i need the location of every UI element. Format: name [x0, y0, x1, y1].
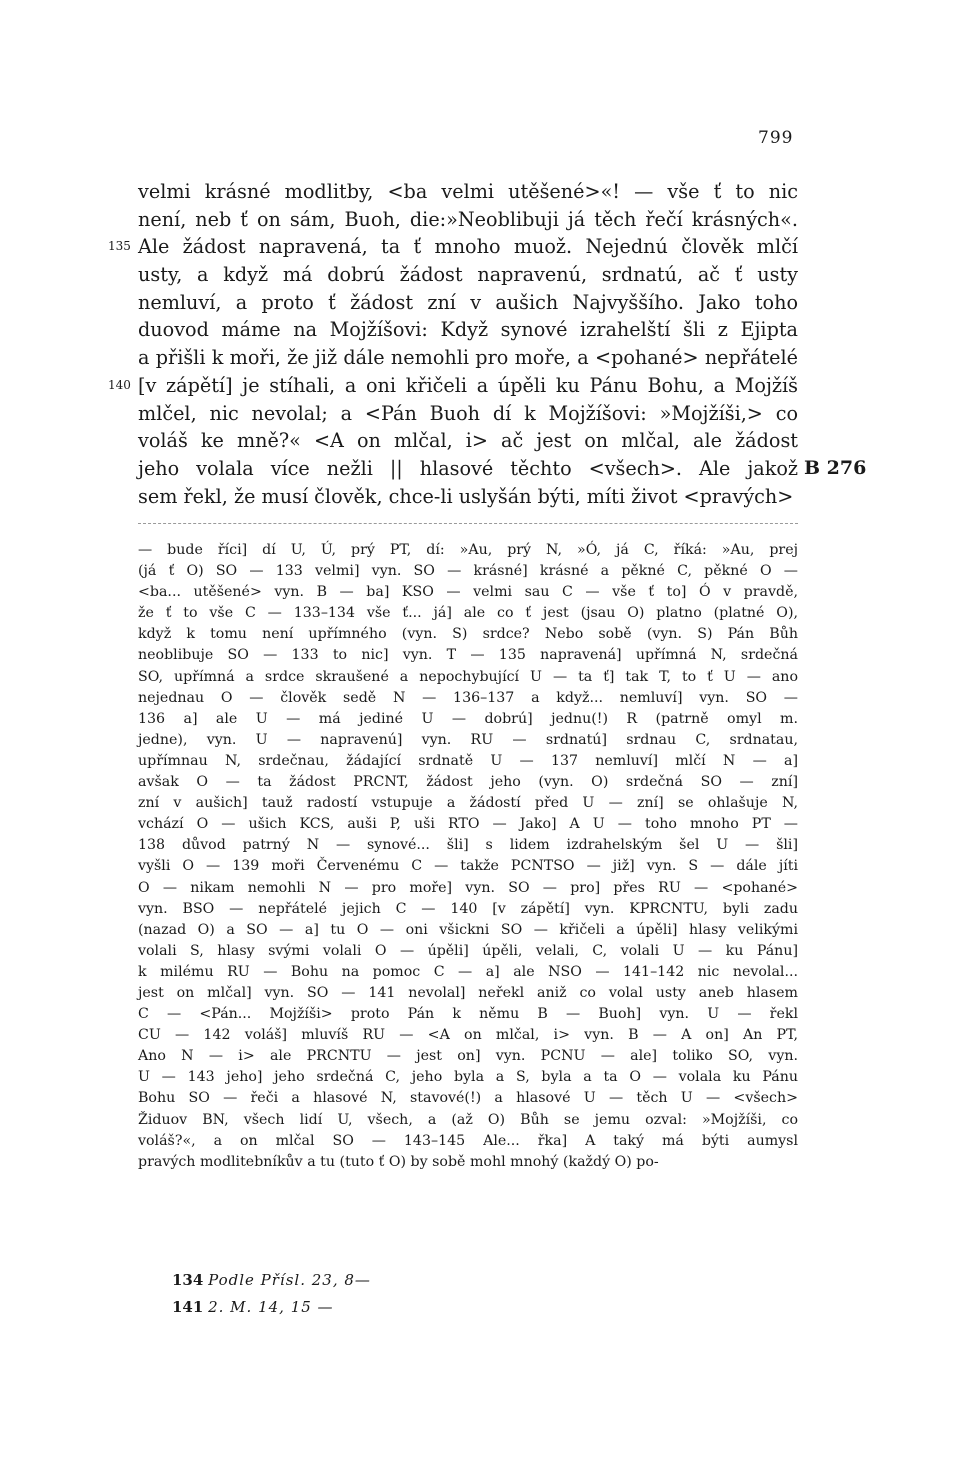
apparatus-line: jest on mlčal] vyn. SO — 141 nevolal] neřekl aniž co volal usty aneb hlasem — [138, 984, 798, 1001]
page-number: 799 — [758, 128, 794, 148]
main-line — [138, 400, 798, 428]
apparatus-line: volali S, hlasy svými volali O — úpěli] úpěli, velali, C, volali U — ku Pánu] — [138, 942, 798, 959]
apparatus-line: neoblibuje SO — 133 to nic] vyn. T — 135 napravená] upřímná N, srdečná — [138, 647, 798, 664]
main-line-text: Ale žádost napravená, ta ť mnoho muož. Nejednú člověk mlčí — [138, 235, 798, 259]
critical-apparatus — [138, 540, 798, 1173]
apparatus-line: vyn. BSO — nepřátelé jejich C — 140 [v zápětí] vyn. KPRCNTU, byli zadu — [138, 900, 798, 917]
apparatus-line: vyšli O — 139 moři Červenému C — takže PCNTSO — již] vyn. S — dále jíti — [138, 858, 798, 875]
main-line-text: velmi krásné modlitby, <ba velmi utěšené>«! — vše ť to nic — [138, 180, 798, 203]
note-reference: Podle Přísl. 23, 8— — [208, 1271, 371, 1289]
main-line-text: [v zápětí] je stíhali, a oni křičeli a úpěli ku Pánu Bohu, a Mojžíš — [138, 373, 798, 397]
note-number: 134 — [172, 1271, 204, 1289]
apparatus-line: když k tomu není upřímného (vyn. S) srdce? Nebo sobě (vyn. S) Pán Bůh — [138, 626, 798, 643]
apparatus-line: SO, upřímná a srdce skraušené a nepochybující U — ta ť] tak T, to ť U — ano — [138, 668, 798, 685]
main-line-text: není, neb ť on sám, Buoh, die:»Neoblibuji já těch řečí krásných«. — [138, 207, 798, 231]
apparatus-line: Ano N — i> ale PRCNTU — jest on] vyn. PCNU — ale] toliko SO, vyn. — [138, 1048, 798, 1065]
main-line-text: duovod máme na Mojžíšovi: Když synové izrahelští šli z Ejipta — [138, 318, 798, 342]
main-line — [138, 261, 798, 289]
apparatus-line: <ba... utěšené> vyn. B — ba] KSO — velmi sau C — vše ť to] Ó v pravdě, — [138, 584, 798, 601]
apparatus-line: pravých modlitebníkův a tu (tuto ť O) by sobě mohl mnohý (každý O) po- — [138, 1153, 659, 1170]
main-line — [108, 233, 798, 261]
apparatus-line: upřímnau N, srdečnau, žádající srdnatě U — 137 nemluví] mlčí N — a] — [138, 752, 798, 769]
main-line — [138, 178, 798, 206]
apparatus-line: vchází O — ušich KCS, auši P, uši RTO — Jako] A U — toho mnoho PT — — [138, 816, 798, 833]
apparatus-line: avšak O — ta žádost PRCNT, žádost jeho (vyn. O) srdečná SO — zní] — [138, 774, 798, 791]
apparatus-line: — bude říci] dí U, Ú, prý PT, dí: »Au, prý N, »Ó, já C, říká: »Au, prej — [138, 542, 798, 558]
apparatus-line: k milému RU — Bohu na pomoc C — a] ale NSO — 141–142 nic nevolal... — [138, 963, 798, 980]
margin-reference: B 276 — [804, 456, 867, 479]
main-line — [138, 316, 798, 344]
main-line — [138, 483, 798, 511]
main-line — [138, 289, 798, 317]
note-line — [172, 1294, 371, 1321]
apparatus-divider — [138, 523, 798, 524]
apparatus-line: U — 143 jeho] jeho srdečná C, jeho byla a S, byla a ta O — volala ku Pánu — [138, 1069, 798, 1086]
main-line-text: jeho volala více nežli || hlasové těchto <všech>. Ale jakož — [138, 456, 798, 480]
main-line-text: nemluví, a proto ť žádost zní v aušich Najvyššího. Jako toho — [138, 290, 798, 314]
main-text — [108, 178, 867, 510]
apparatus-line: (já ť O) SO — 133 velmi] vyn. SO — krásné] krásné a pěkné C, pěkné O — — [138, 563, 798, 580]
apparatus-line: Bohu SO — řeči a hlasové N, stavové(!) a hlasové U — těch U — <všech> — [138, 1090, 798, 1107]
apparatus-line: voláš?«, a on mlčal SO — 143–145 Ale... řka] A taký má býti aumysl — [138, 1132, 798, 1149]
apparatus-line: nejednau O — člověk sedě N — 136–137 a když... nemluví] vyn. SO — — [138, 689, 798, 706]
main-line-text: sem řekl, že musí člověk, chce-li uslyšán býti, míti život <pravých> — [138, 484, 794, 508]
apparatus-line: O — nikam nemohli N — pro moře] vyn. SO — pro] přes RU — <pohané> — [138, 879, 798, 896]
main-line — [138, 455, 867, 483]
line-number: 140 — [108, 377, 131, 392]
main-line — [138, 206, 798, 234]
apparatus-line: CU — 142 voláš] mluvíš RU — <A on mlčal, i> vyn. B — A on] An PT, — [138, 1027, 798, 1044]
main-line — [108, 372, 798, 400]
main-line — [138, 344, 798, 372]
main-line-text: mlčel, nic nevolal; a <Pán Buoh dí k Mojžíšovi: »Mojžíši,> co — [138, 401, 798, 425]
apparatus-line: zní v aušich] tauž radostí vstupuje a žádostí před U — zní] se ohlašuje N, — [138, 795, 798, 812]
apparatus-line: 138 důvod patrný N — synové... šli] s lidem izdrahelským šel U — šli] — [138, 837, 798, 854]
apparatus-line: 136 a] ale U — má jediné U — dobrú] jednu(!) R (patrně omyl m. — [138, 710, 798, 727]
apparatus-line: C — <Pán... Mojžíši> proto Pán k němu B — Buoh] vyn. U — řekl — [138, 1006, 798, 1023]
main-line-text: usty, a když má dobrú žádost napravenú, srdnatú, ač ť usty — [138, 263, 798, 287]
reference-notes — [172, 1267, 371, 1321]
apparatus-line: že ť to vše C — 133–134 vše ť... já] ale co ť jest (jsau O) platno (platné O), — [138, 605, 798, 622]
main-line — [138, 427, 798, 455]
main-line-text: a přišli k moři, že již dále nemohli pro moře, a <pohané> nepřátelé — [138, 346, 798, 370]
note-line — [172, 1267, 371, 1294]
main-line-text: voláš ke mně?« <A on mlčal, i> ač jest on mlčal, ale žádost — [138, 429, 798, 453]
line-number: 135 — [108, 239, 131, 254]
note-number: 141 — [172, 1298, 204, 1316]
apparatus-line: Židuov BN, všech lidí U, všech, a (až O) Bůh se jemu ozval: »Mojžíši, co — [138, 1111, 798, 1128]
apparatus-line: (nazad O) a SO — a] tu O — oni všickni SO — křičeli a úpěli] hlasy velikými — [138, 921, 798, 938]
apparatus-line: jedne), vyn. U — napravenú] vyn. RU — srdnatú] srdnau C, srdnatau, — [138, 731, 798, 748]
note-reference: 2. M. 14, 15 — — [208, 1298, 334, 1316]
